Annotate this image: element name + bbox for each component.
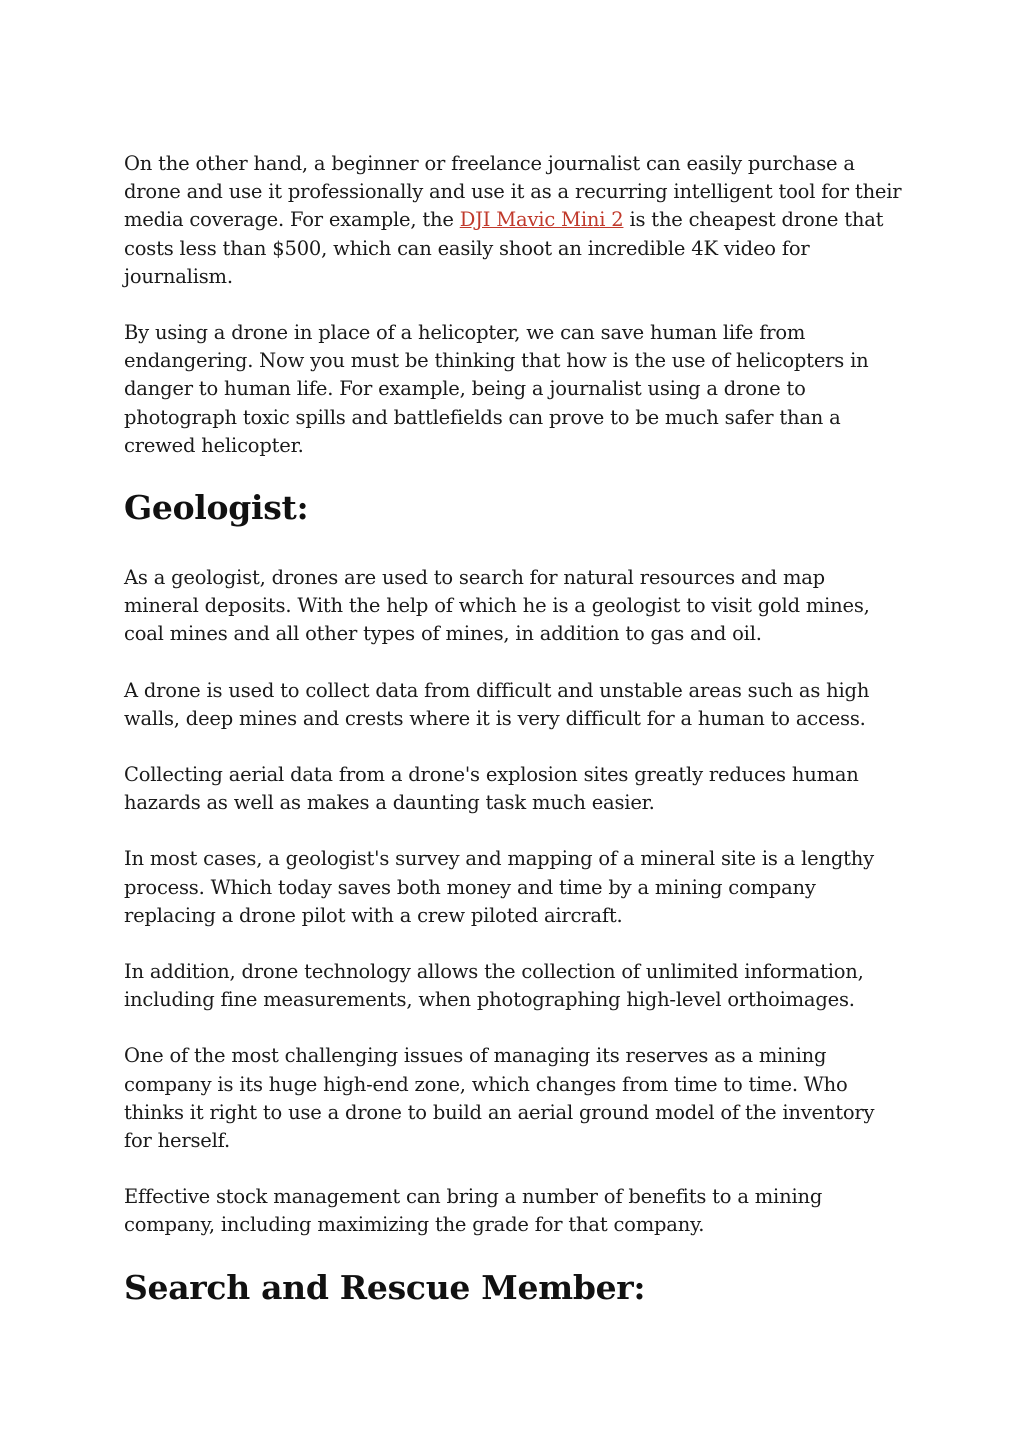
geologist-paragraph: As a geologist, drones are used to search for natural resources and map mineral deposits. With the help of which he is a geologist to visit gold mines, coal mines and all other types of mines, in addition to gas and oil. xyxy=(124,566,870,646)
geologist-paragraph: One of the most challenging issues of managing its reserves as a mining company is its huge high-end zone, which changes from time to time. Who thinks it right to use a drone to build an aerial ground model of the inventory for herself. xyxy=(124,1044,875,1153)
geologist-heading: Geologist: xyxy=(124,488,309,528)
geologist-paragraph: Effective stock management can bring a number of benefits to a mining company, including maximizing the grade for that company. xyxy=(124,1185,823,1237)
dji-mavic-mini-2-link[interactable]: DJI Mavic Mini 2 xyxy=(459,208,624,232)
geologist-paragraph: Collecting aerial data from a drone's explosion sites greatly reduces human hazards as well as makes a daunting task much easier. xyxy=(124,763,859,815)
intro-paragraph-1 xyxy=(124,150,904,291)
geologist-paragraph: In most cases, a geologist's survey and mapping of a mineral site is a lengthy process. Which today saves both money and time by a mining company replacing a drone pilot with a crew piloted aircraft. xyxy=(124,847,874,927)
intro-paragraph-1-text-before: On the other hand, a beginner or freelance journalist can easily purchase a drone and use it professionally and use it as a recurring intelligent tool for their media coverage. For example, the xyxy=(124,152,902,232)
document-page xyxy=(124,150,904,1308)
intro-paragraph-1-text-after: is the cheapest drone that costs less than $500, which can easily shoot an incredible 4K video for journalism. xyxy=(124,208,884,288)
intro-paragraph-2: By using a drone in place of a helicopter, we can save human life from endangering. Now you must be thinking that how is the use of helicopters in danger to human life. For example, being a journalist using a drone to photograph toxic spills and battlefields can prove to be much safer than a crewed helicopter. xyxy=(124,321,869,457)
geologist-paragraph: A drone is used to collect data from difficult and unstable areas such as high walls, deep mines and crests where it is very difficult for a human to access. xyxy=(124,678,870,730)
search-and-rescue-heading: Search and Rescue Member: xyxy=(124,1267,646,1307)
geologist-paragraph: In addition, drone technology allows the collection of unlimited information, including fine measurements, when photographing high-level orthoimages. xyxy=(124,960,864,1012)
